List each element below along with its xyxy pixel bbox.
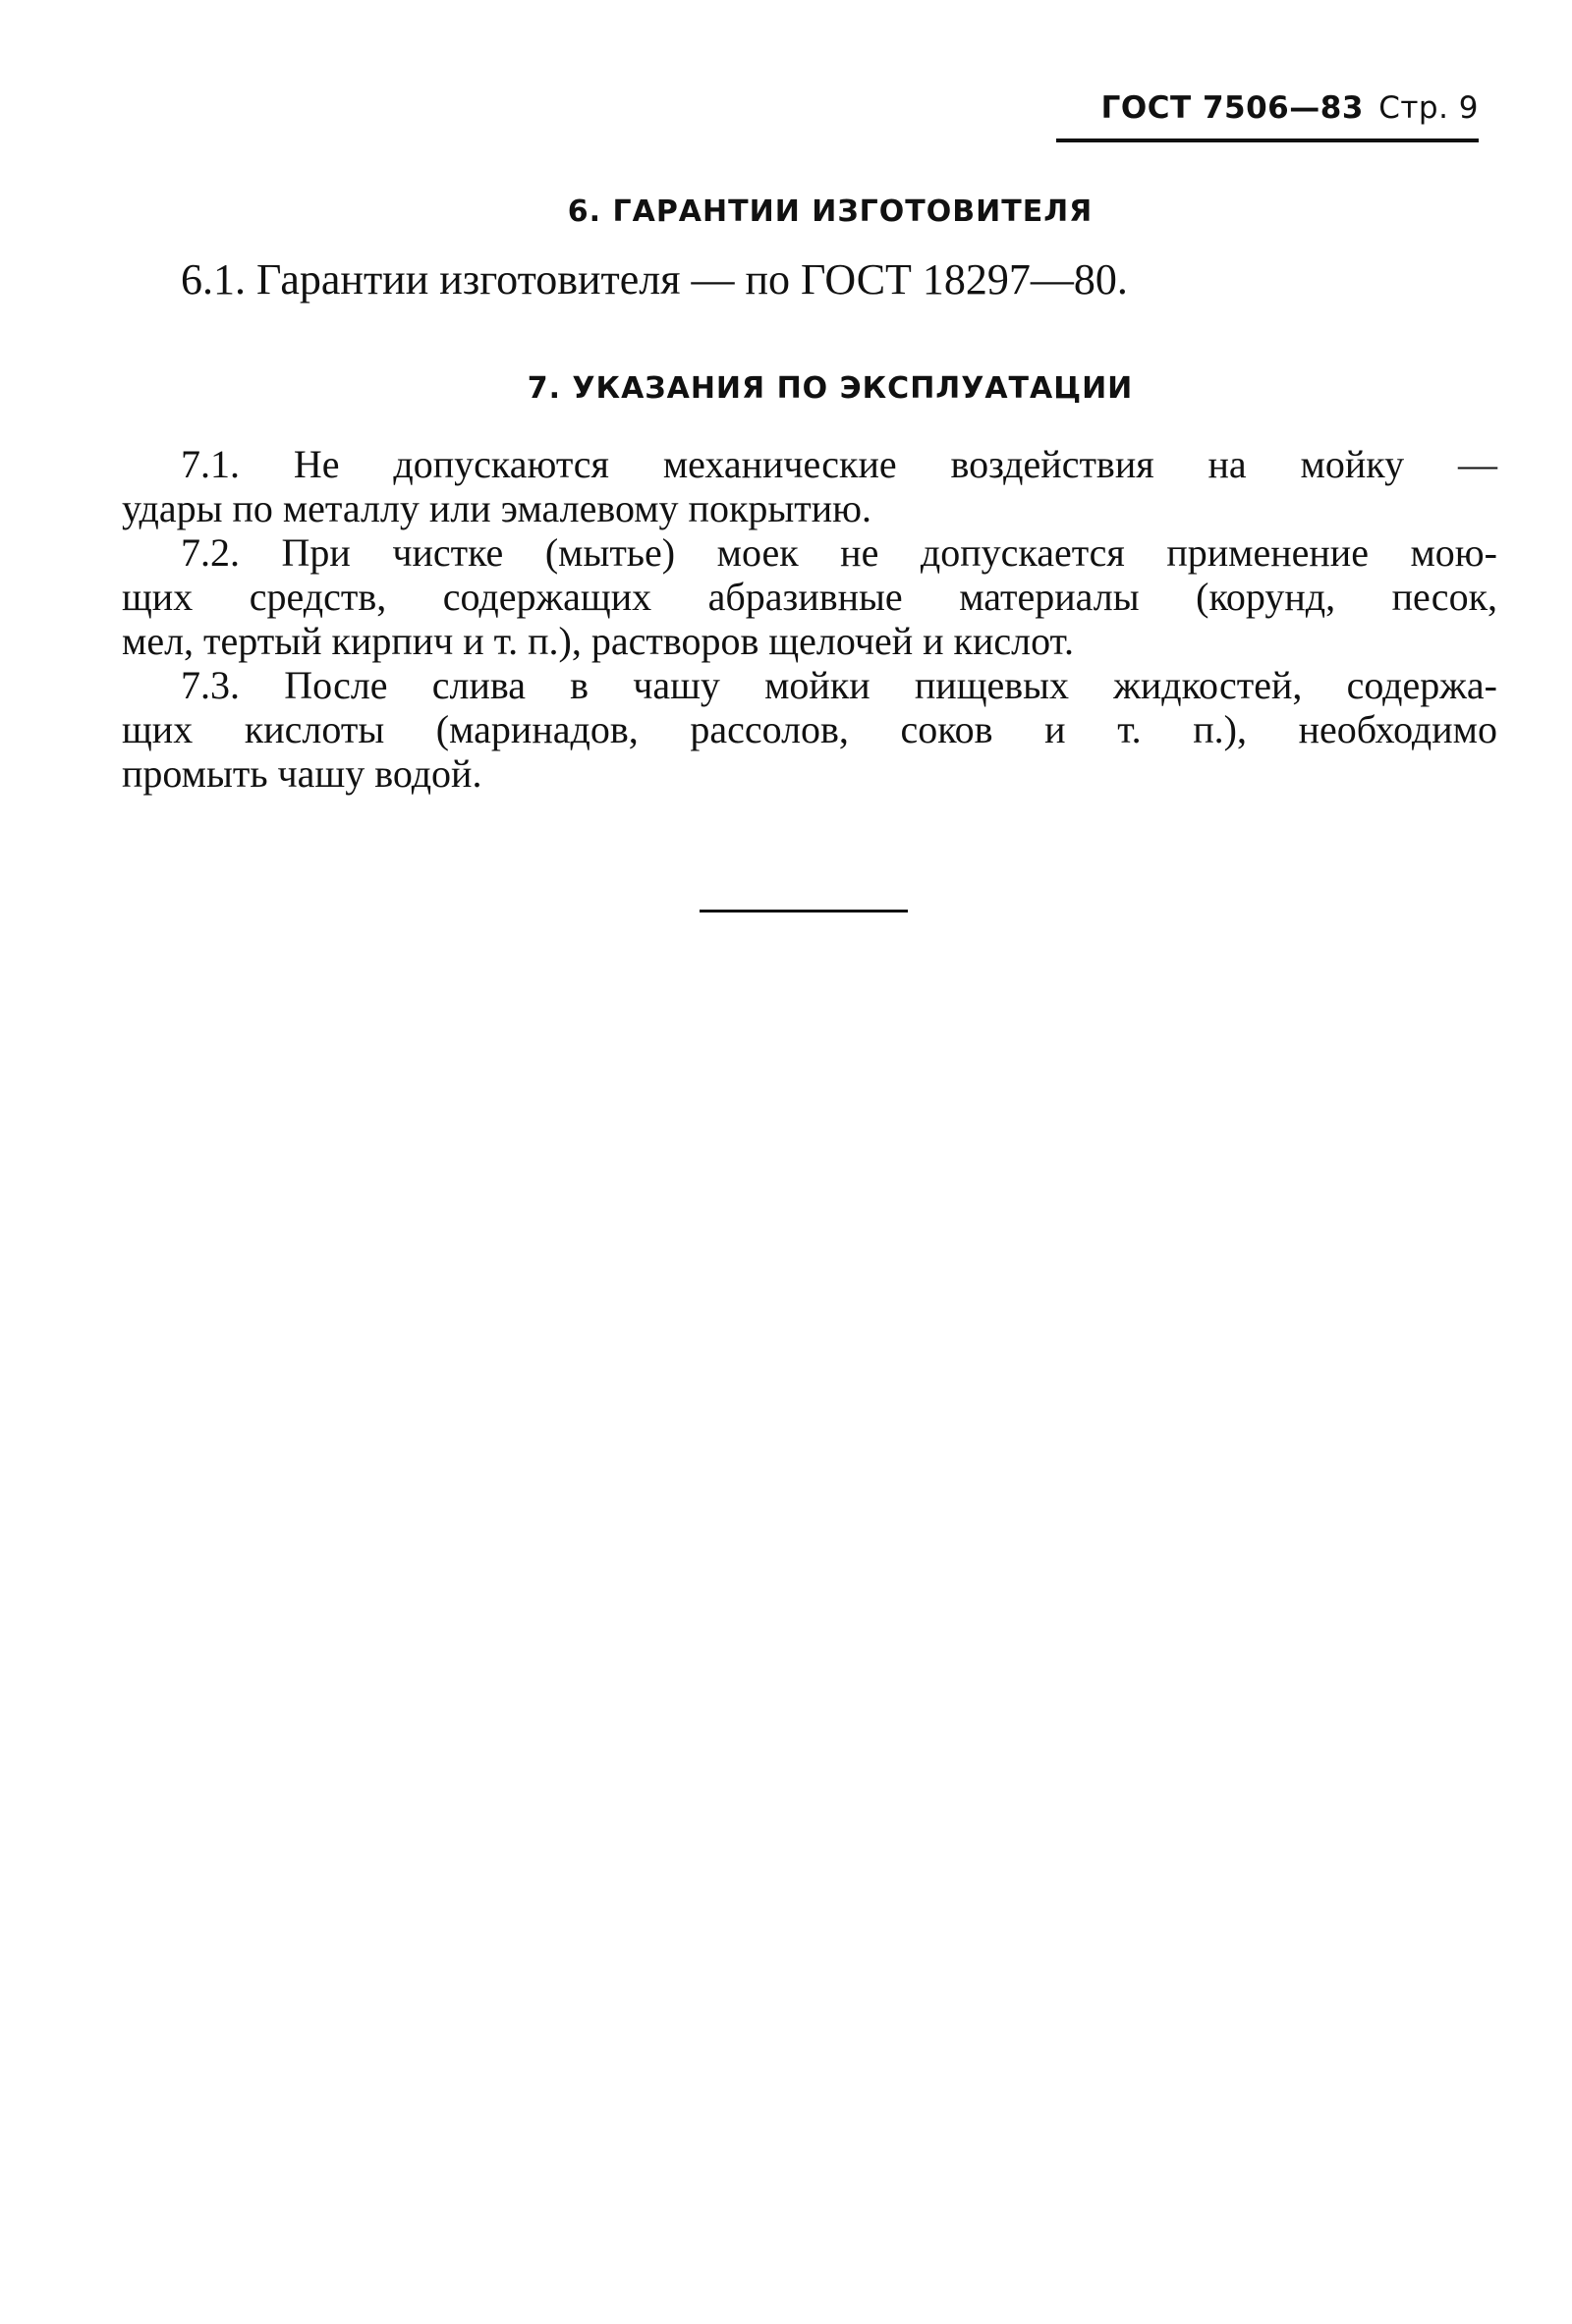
section-7-body: [122, 442, 1497, 796]
text-line: мел, тертый кирпич и т. п.), растворов щелочей и кислот.: [122, 619, 1075, 663]
section-7-title: 7. УКАЗАНИЯ ПО ЭКСПЛУАТАЦИИ: [527, 371, 1134, 406]
paragraph-6-1: [181, 257, 1556, 302]
text-line: щих средств, содержащих абразивные материалы (корунд, песок,: [122, 575, 1497, 619]
header-text: [1101, 90, 1479, 126]
document-id: ГОСТ 7506—83: [1100, 90, 1364, 126]
page-header: [1101, 90, 1479, 126]
section-6-title: 6. ГАРАНТИИ ИЗГОТОВИТЕЛЯ: [567, 194, 1094, 229]
text-line: щих кислоты (маринадов, рассолов, соков и т. п.), необходимо: [122, 707, 1497, 751]
header-rule: [1056, 138, 1479, 142]
text-line: 7.1. Не допускаются механические воздействия на мойку —: [181, 442, 1497, 486]
text-line: удары по металлу или эмалевому покрытию.: [122, 486, 872, 530]
text-line: промыть чашу водой.: [122, 751, 482, 796]
text-line: 7.2. При чистке (мытье) моек не допускается применение мою-: [181, 530, 1497, 575]
text-line: 7.3. После слива в чашу мойки пищевых жидкостей, содержа-: [181, 663, 1497, 707]
end-rule: [700, 910, 908, 913]
text-line: 6.1. Гарантии изготовителя — по ГОСТ 18297—80.: [181, 255, 1128, 304]
page-number: Стр. 9: [1378, 90, 1479, 126]
